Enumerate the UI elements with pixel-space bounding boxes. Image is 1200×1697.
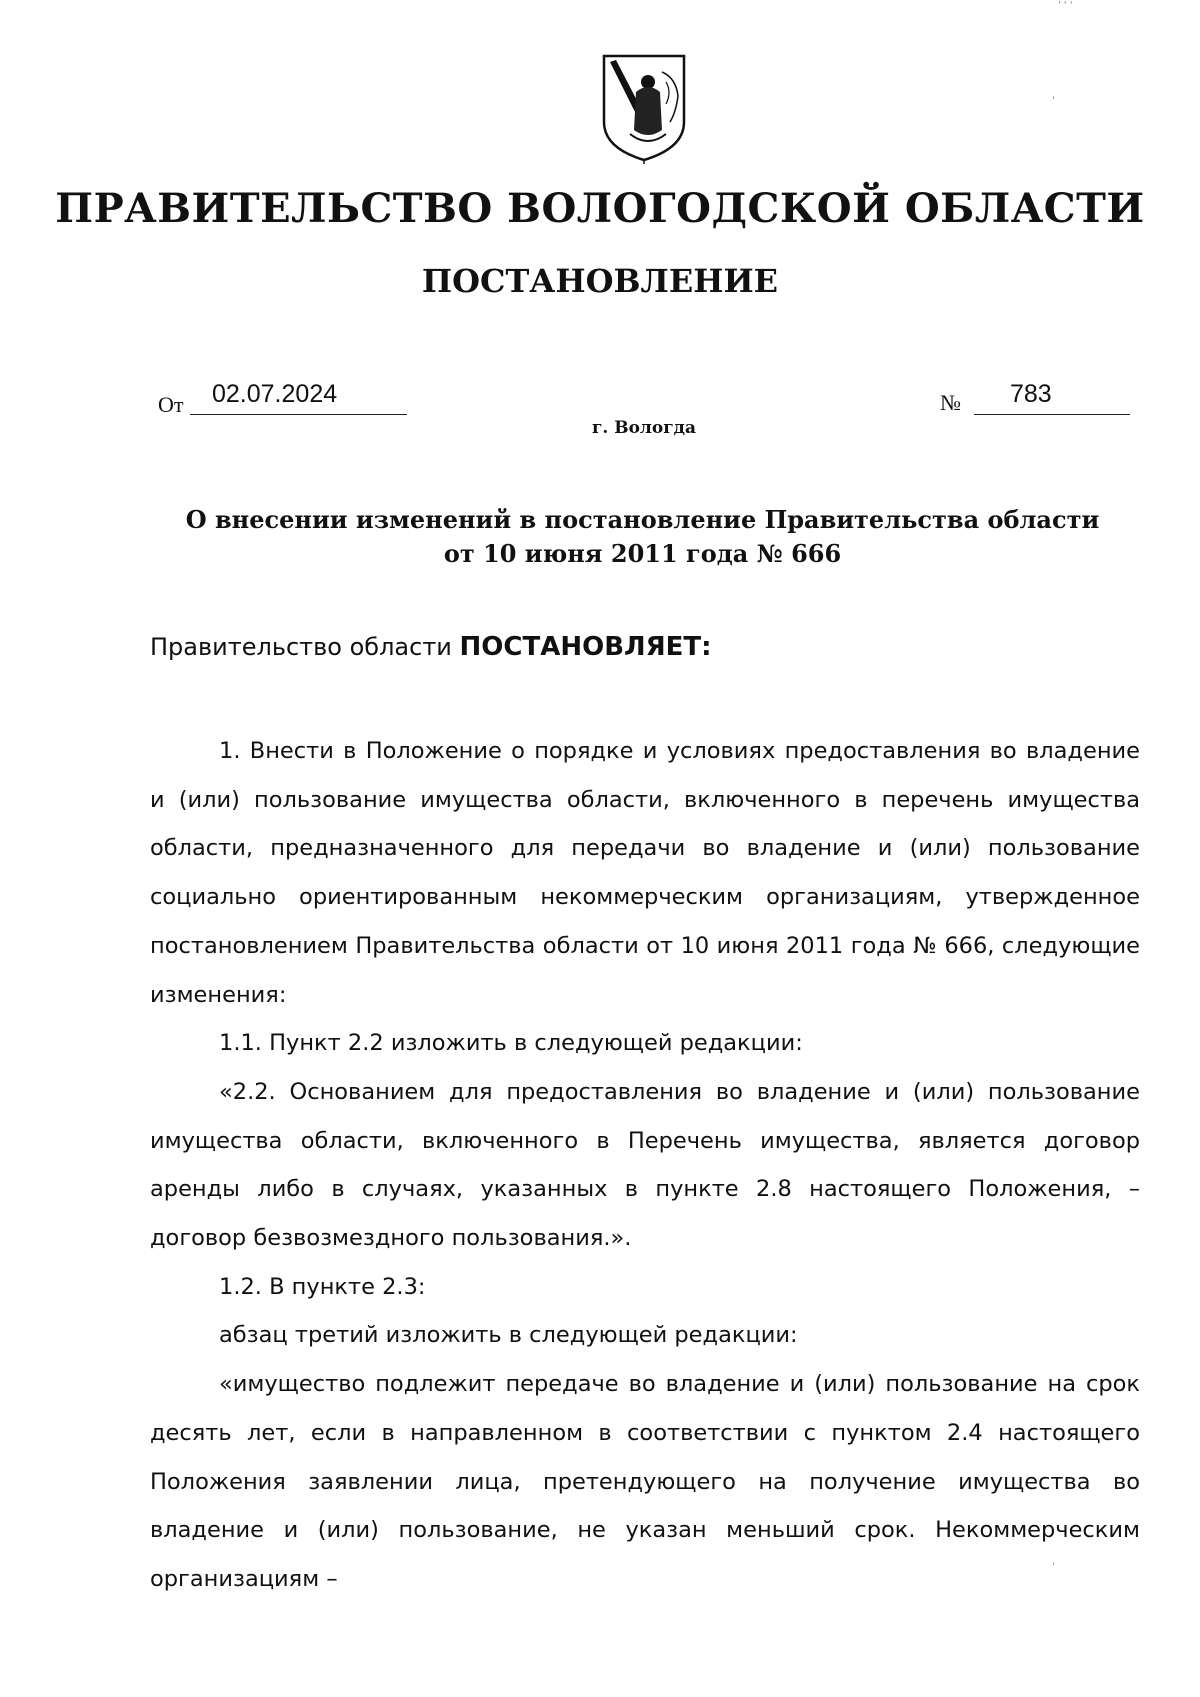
preamble-decides: ПОСТАНОВЛЯЕТ:	[459, 632, 712, 662]
preamble	[150, 632, 712, 662]
subject-line-2: от 10 июня 2011 года № 666	[443, 539, 842, 568]
scan-mark: ,	[1052, 1556, 1056, 1567]
document-date: 02.07.2024	[190, 380, 407, 415]
scan-mark: ' ' '	[1058, 0, 1073, 11]
paragraph-2-2-quote: «2.2. Основанием для предоставления во владение и (или) пользование имущества области, включенного в Перечень имущества, является договор аренды либо в случаях, указанных в пункте 2.8 настоящего Положения, – договор безвозмездного пользования.».	[150, 1078, 1140, 1252]
preamble-text: Правительство области	[150, 633, 460, 661]
date-prefix: От	[158, 392, 184, 417]
document-subject	[150, 503, 1135, 571]
document-type-title: ПОСТАНОВЛЕНИЕ	[421, 262, 779, 300]
paragraph-abzac: абзац третий изложить в следующей редакции:	[219, 1322, 798, 1349]
government-title: ПРАВИТЕЛЬСТВО ВОЛОГОДСКОЙ ОБЛАСТИ	[55, 185, 1145, 232]
subject-line-1: О внесении изменений в постановление Правительства области	[185, 505, 1100, 534]
number-prefix: №	[940, 390, 961, 415]
paragraph-1: 1. Внести в Положение о порядке и условиях предоставления во владение и (или) пользование имущества области, включенного в перечень имущества области, предназначенного для передачи во владение и (или) пользование социально ориентированным некоммерческим организациям, утвержденное постановлением Правительства области от 10 июня 2011 года № 666, следующие изменения:	[150, 738, 1140, 1008]
document-body	[150, 727, 1140, 1604]
document-number: 783	[974, 380, 1130, 415]
paragraph-1-1: 1.1. Пункт 2.2 изложить в следующей редакции:	[219, 1030, 803, 1057]
coat-of-arms-emblem	[600, 52, 688, 164]
city-label: г. Вологда	[591, 418, 697, 438]
scan-mark: ,	[1052, 90, 1056, 101]
paragraph-1-2: 1.2. В пункте 2.3:	[219, 1273, 426, 1300]
paragraph-quote-2: «имущество подлежит передаче во владение и (или) пользование на срок десять лет, если в направленном в соответствии с пунктом 2.4 настоящего Положения заявлении лица, претендующего на получение имущества во владение и (или) пользование, не указан меньший срок. Некоммерческим организациям –	[150, 1371, 1140, 1592]
